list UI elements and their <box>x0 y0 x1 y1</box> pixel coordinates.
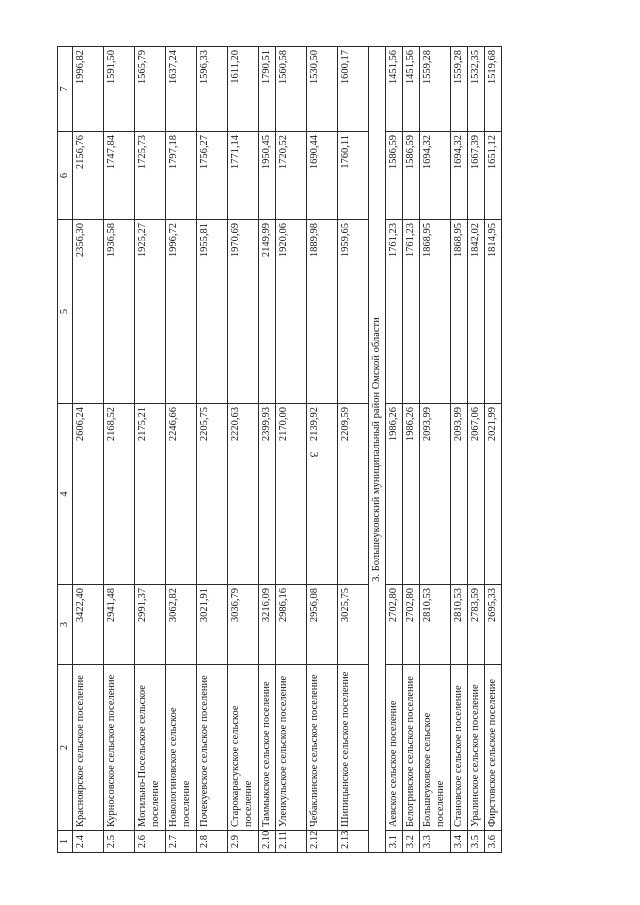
row-number-cell: 2.13 <box>338 831 369 853</box>
value-cell: 2606,24 <box>73 404 104 585</box>
value-cell: 1651,12 <box>485 132 502 220</box>
value-cell: 1519,68 <box>485 47 502 132</box>
value-cell: 3062,82 <box>166 585 197 665</box>
value-cell: 1591,50 <box>104 47 135 132</box>
settlement-name-cell: Курносовское сельское поселение <box>104 665 135 831</box>
value-cell: 1565,79 <box>135 47 166 132</box>
row-number-cell: 3.5 <box>468 831 485 853</box>
row-number-cell: 2.5 <box>104 831 135 853</box>
section-title: 3. Большеуковский муниципальный район Омской области <box>369 47 386 853</box>
settlement-name-cell: Новологиновское сельское поселение <box>166 665 197 831</box>
value-cell: 1955,81 <box>197 220 228 404</box>
value-cell: 1842,02 <box>468 220 485 404</box>
table-row <box>135 47 166 853</box>
row-number-cell: 3.1 <box>386 831 403 853</box>
row-number-cell: 3.3 <box>420 831 451 853</box>
value-cell: 1986,26 <box>403 404 420 585</box>
value-cell: 3021,91 <box>197 585 228 665</box>
value-cell: 2246,66 <box>166 404 197 585</box>
value-cell: 2941,48 <box>104 585 135 665</box>
value-cell: 1814,95 <box>485 220 502 404</box>
value-cell: 2093,99 <box>420 404 451 585</box>
value-cell: 1451,56 <box>403 47 420 132</box>
settlement-name-cell: Шипицынское сельское поселение <box>338 665 369 831</box>
table-row <box>166 47 197 853</box>
value-cell: 1725,73 <box>135 132 166 220</box>
value-cell: 2702,80 <box>403 585 420 665</box>
value-cell: 1920,06 <box>276 220 307 404</box>
value-cell: 3025,75 <box>338 585 369 665</box>
rotated-table-frame <box>57 47 618 853</box>
value-cell: 2168,52 <box>104 404 135 585</box>
value-cell: 2810,53 <box>451 585 468 665</box>
row-number-cell: 2.8 <box>197 831 228 853</box>
header-row <box>58 47 73 853</box>
settlement-name-cell: Могильно-Посельское сельское поселение <box>135 665 166 831</box>
value-cell: 2021,99 <box>485 404 502 585</box>
value-cell: 1611,20 <box>228 47 259 132</box>
value-cell: 1868,95 <box>420 220 451 404</box>
row-number-cell: 2.9 <box>228 831 259 853</box>
header-cell: 4 <box>58 404 73 585</box>
value-cell: 1451,56 <box>386 47 403 132</box>
row-number-cell: 2.11 <box>276 831 307 853</box>
value-cell: 1790,51 <box>259 47 276 132</box>
value-cell: 2695,33 <box>485 585 502 665</box>
page-number: 3 <box>307 451 322 458</box>
value-cell: 1600,17 <box>338 47 369 132</box>
value-cell: 1586,59 <box>386 132 403 220</box>
value-cell: 1959,65 <box>338 220 369 404</box>
value-cell: 2986,16 <box>276 585 307 665</box>
value-cell: 3422,40 <box>73 585 104 665</box>
value-cell: 2220,63 <box>228 404 259 585</box>
table-row <box>420 47 451 853</box>
value-cell: 1596,33 <box>197 47 228 132</box>
settlement-name-cell: Белогривское сельское поселение <box>403 665 420 831</box>
value-cell: 1996,82 <box>73 47 104 132</box>
value-cell: 1761,23 <box>403 220 420 404</box>
row-number-cell: 2.7 <box>166 831 197 853</box>
value-cell: 1694,32 <box>420 132 451 220</box>
value-cell: 1694,32 <box>451 132 468 220</box>
value-cell: 1986,26 <box>386 404 403 585</box>
value-cell: 3036,79 <box>228 585 259 665</box>
header-cell: 3 <box>58 585 73 665</box>
value-cell: 2399,93 <box>259 404 276 585</box>
value-cell: 1559,28 <box>420 47 451 132</box>
value-cell: 1950,45 <box>259 132 276 220</box>
table-row <box>307 47 338 853</box>
value-cell: 1560,58 <box>276 47 307 132</box>
settlement-name-cell: Чебаклинское сельское поселение <box>307 665 338 831</box>
table-row <box>451 47 468 853</box>
settlement-name-cell: Таммыкское сельское поселение <box>259 665 276 831</box>
settlement-name-cell: Уленкульское сельское поселение <box>276 665 307 831</box>
tariff-table <box>57 46 502 853</box>
value-cell: 1771,14 <box>228 132 259 220</box>
value-cell: 3216,09 <box>259 585 276 665</box>
header-cell: 5 <box>58 220 73 404</box>
value-cell: 1747,84 <box>104 132 135 220</box>
settlement-name-cell: Почекуевское сельское поселение <box>197 665 228 831</box>
header-cell: 1 <box>58 831 73 853</box>
value-cell: 1970,69 <box>228 220 259 404</box>
value-cell: 1760,11 <box>338 132 369 220</box>
value-cell: 1889,98 <box>307 220 338 404</box>
value-cell: 2156,76 <box>73 132 104 220</box>
value-cell: 1868,95 <box>451 220 468 404</box>
value-cell: 2175,21 <box>135 404 166 585</box>
table-row <box>259 47 276 853</box>
table-row <box>485 47 502 853</box>
settlement-name-cell: Уралинское сельское поселение <box>468 665 485 831</box>
value-cell: 1667,39 <box>468 132 485 220</box>
row-number-cell: 2.4 <box>73 831 104 853</box>
section-row <box>369 47 386 853</box>
table-row <box>276 47 307 853</box>
table-body <box>58 47 502 853</box>
value-cell: 1637,24 <box>166 47 197 132</box>
row-number-cell: 3.4 <box>451 831 468 853</box>
value-cell: 2356,30 <box>73 220 104 404</box>
value-cell: 2067,06 <box>468 404 485 585</box>
table-row <box>386 47 403 853</box>
row-number-cell: 3.2 <box>403 831 420 853</box>
value-cell: 2702,80 <box>386 585 403 665</box>
value-cell: 1936,58 <box>104 220 135 404</box>
value-cell: 1559,28 <box>451 47 468 132</box>
table-row <box>338 47 369 853</box>
settlement-name-cell: Становское сельское поселение <box>451 665 468 831</box>
settlement-name-cell: Старокарасукское сельское поселение <box>228 665 259 831</box>
table-row <box>73 47 104 853</box>
table-container <box>57 47 618 853</box>
value-cell: 2205,75 <box>197 404 228 585</box>
row-number-cell: 2.12 <box>307 831 338 853</box>
row-number-cell: 3.6 <box>485 831 502 853</box>
value-cell: 2810,53 <box>420 585 451 665</box>
value-cell: 1532,35 <box>468 47 485 132</box>
value-cell: 2093,99 <box>451 404 468 585</box>
table-row <box>197 47 228 853</box>
header-cell: 2 <box>58 665 73 831</box>
header-cell: 6 <box>58 132 73 220</box>
row-number-cell: 2.10 <box>259 831 276 853</box>
value-cell: 2149,99 <box>259 220 276 404</box>
value-cell: 1586,59 <box>403 132 420 220</box>
value-cell: 1756,27 <box>197 132 228 220</box>
value-cell: 2139,92 <box>307 404 338 585</box>
settlement-name-cell: Большеуковское сельское поселение <box>420 665 451 831</box>
value-cell: 1996,72 <box>166 220 197 404</box>
value-cell: 2170,00 <box>276 404 307 585</box>
settlement-name-cell: Аевское сельское поселение <box>386 665 403 831</box>
value-cell: 1761,23 <box>386 220 403 404</box>
value-cell: 1530,50 <box>307 47 338 132</box>
value-cell: 2991,37 <box>135 585 166 665</box>
value-cell: 1925,27 <box>135 220 166 404</box>
value-cell: 1797,18 <box>166 132 197 220</box>
table-row <box>228 47 259 853</box>
value-cell: 1690,44 <box>307 132 338 220</box>
value-cell: 2956,08 <box>307 585 338 665</box>
value-cell: 1720,52 <box>276 132 307 220</box>
settlement-name-cell: Красноярское сельское поселение <box>73 665 104 831</box>
table-row <box>403 47 420 853</box>
table-row <box>468 47 485 853</box>
value-cell: 2783,59 <box>468 585 485 665</box>
header-cell: 7 <box>58 47 73 132</box>
row-number-cell: 2.6 <box>135 831 166 853</box>
table-row <box>104 47 135 853</box>
value-cell: 2209,59 <box>338 404 369 585</box>
settlement-name-cell: Фирстовское сельское поселение <box>485 665 502 831</box>
